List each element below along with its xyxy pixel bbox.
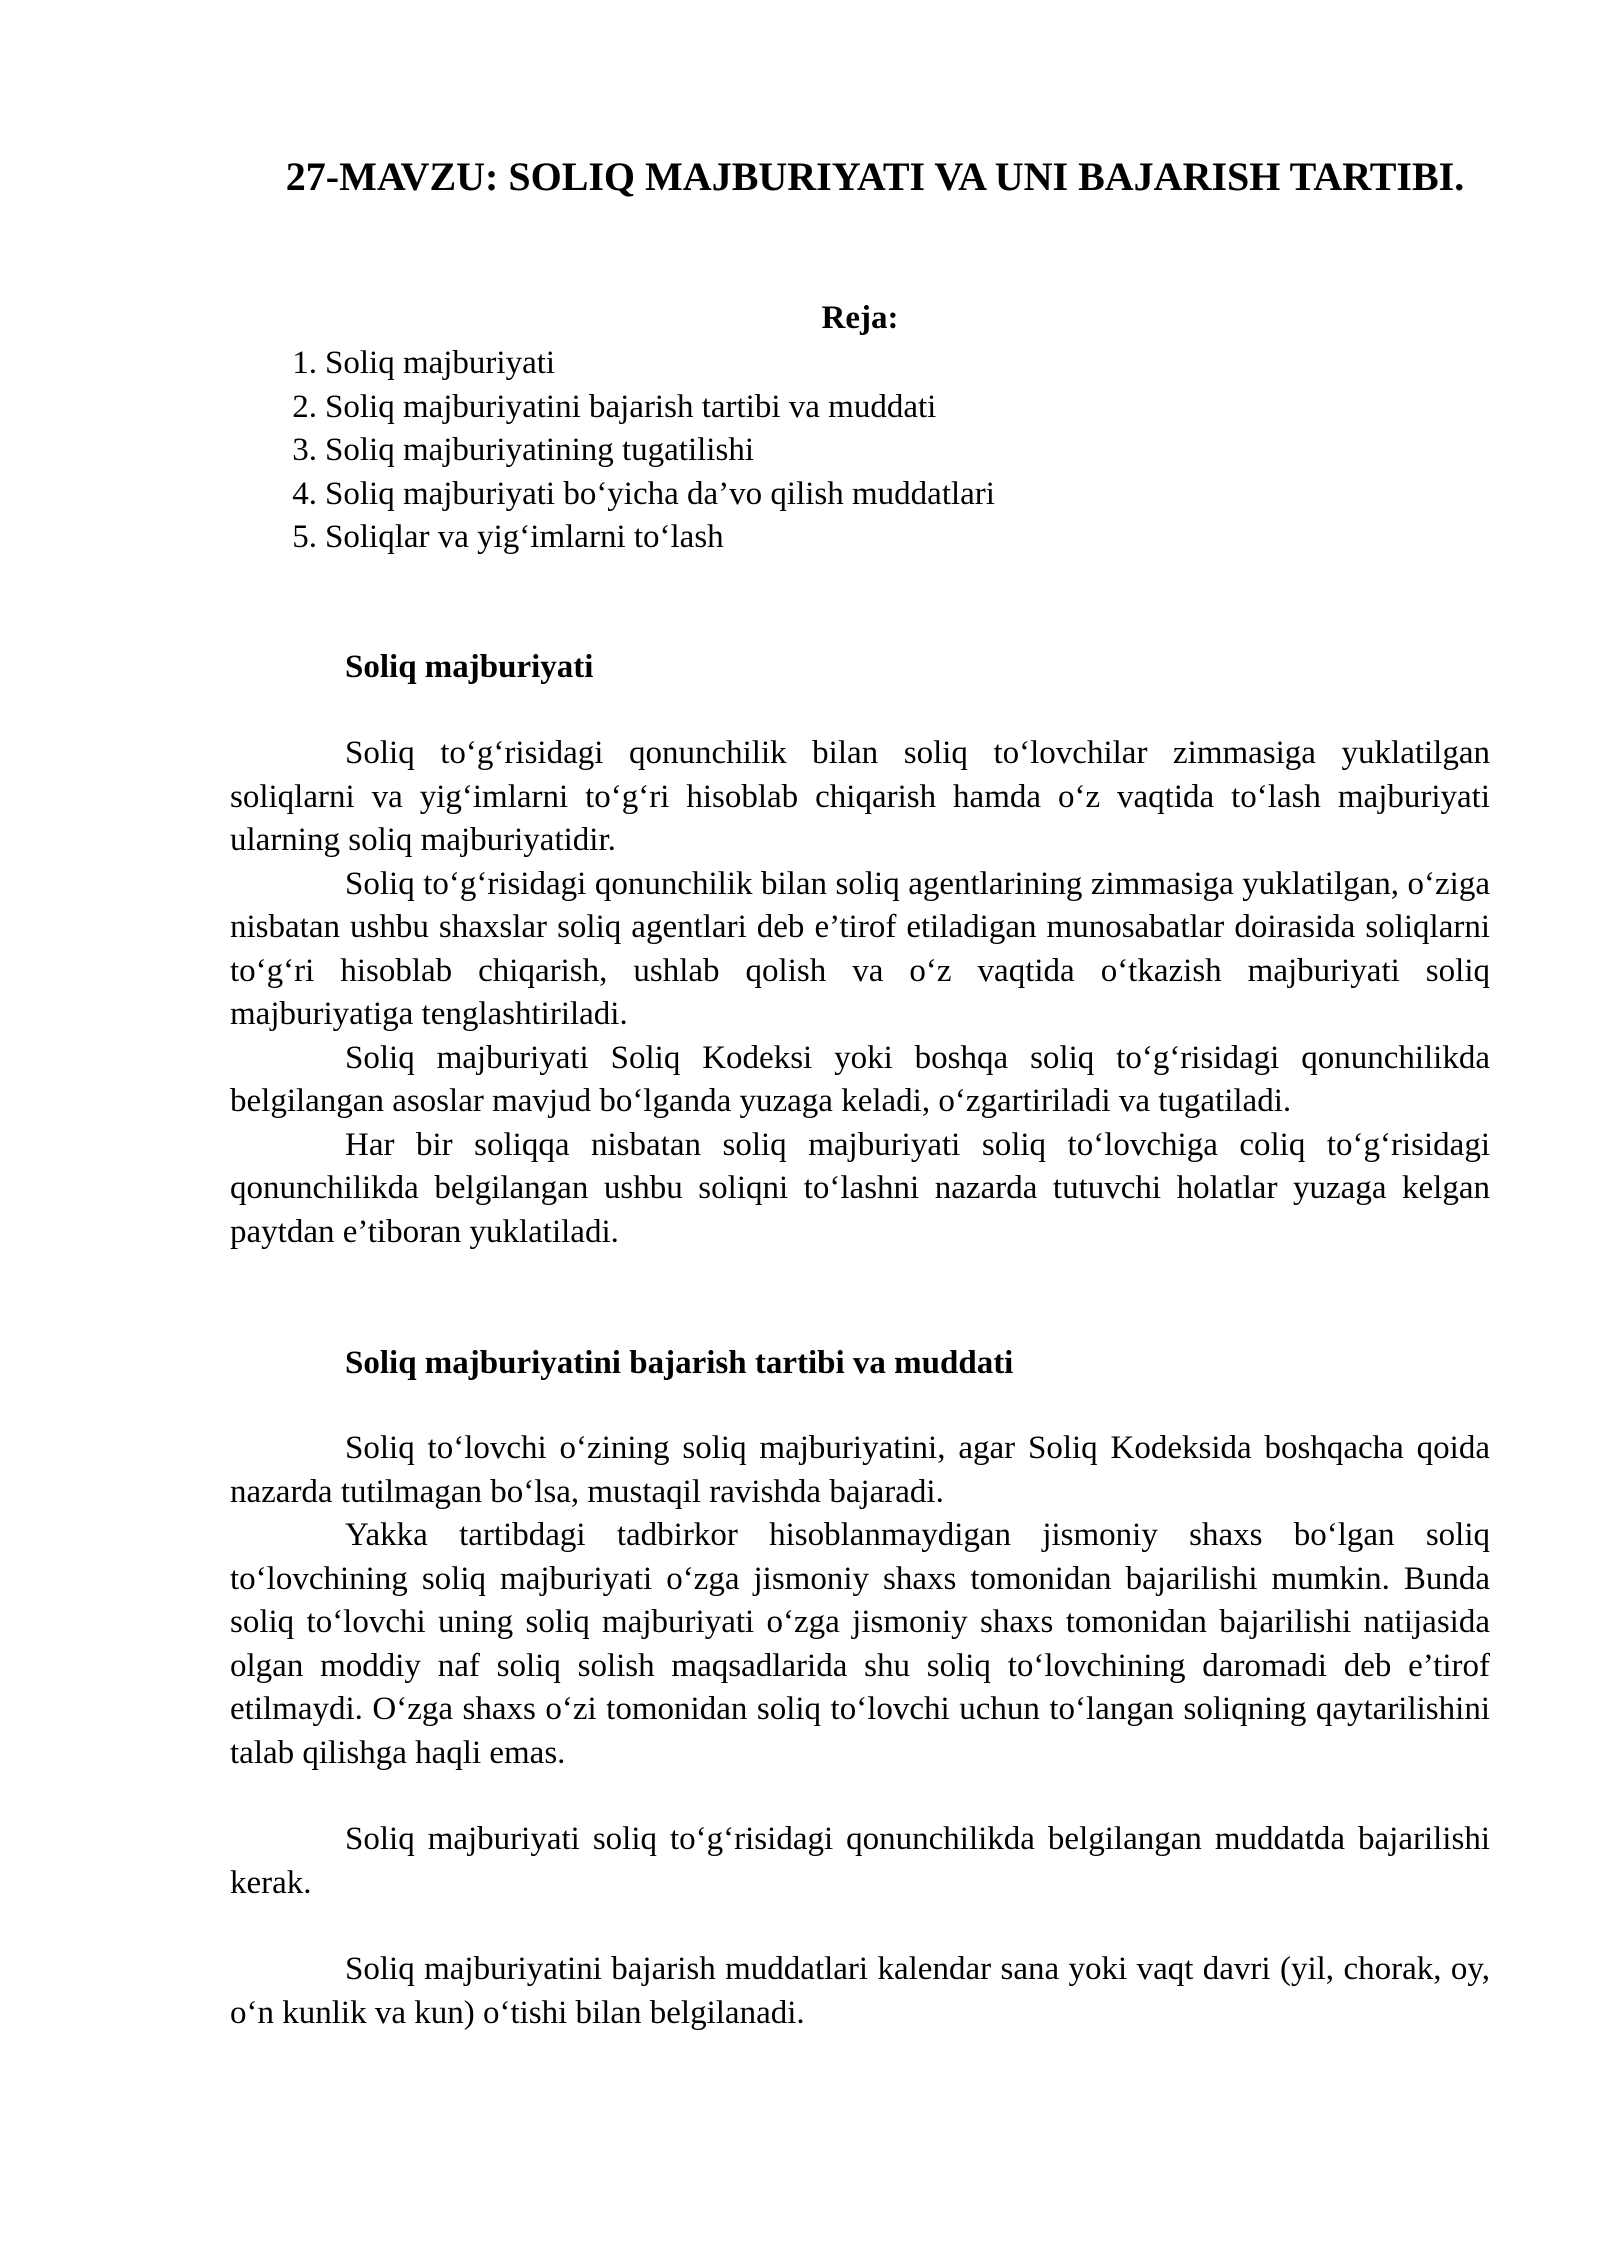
- plan-item-number: 4.: [292, 475, 317, 512]
- plan-item: [292, 342, 995, 386]
- plan-item-number: 1.: [292, 345, 317, 381]
- plan-item: [292, 429, 995, 473]
- section-heading-soliq-majburiyati: Soliq majburiyati: [345, 649, 594, 685]
- plan-item-text: Soliq majburiyatini bajarish tartibi va muddati: [325, 388, 937, 425]
- paragraph: Yakka tartibdagi tadbirkor hisoblanmaydigan jismoniy shaxs bo‘lgan soliq to‘lovchining soliq majburiyati o‘zga jismoniy shaxs tomonidan bajarilishi mumkin. Bunda soliq to‘lovchi uning soliq majburiyati o‘zga jismoniy shaxs tomonidan bajarilishi natijasida olgan moddiy naf soliq solish maqsadlarida shu soliq to‘lovchining daromadi deb e’tirof etilmaydi. O‘zga shaxs o‘zi tomonidan soliq to‘lovchi uchun to‘langan soliqning qaytarilishini talab qilishga haqli emas.: [230, 1517, 1490, 1771]
- plan-item-number: 5.: [292, 519, 317, 555]
- plan-item: [292, 386, 995, 430]
- section-heading-bajarish-tartibi: Soliq majburiyatini bajarish tartibi va muddati: [345, 1345, 1014, 1381]
- plan-item-text: Soliq majburiyatining tugatilishi: [325, 432, 754, 468]
- paragraph: Soliq majburiyati soliq to‘g‘risidagi qonunchilikda belgilangan muddatda bajarilishi kerak.: [230, 1821, 1490, 1901]
- section-body-bajarish-tartibi: [230, 1427, 1490, 1775]
- paragraph: Soliq to‘g‘risidagi qonunchilik bilan soliq to‘lovchilar zimmasiga yuklatilgan soliqlarni va yig‘imlarni to‘g‘ri hisoblab chiqarish hamda o‘z vaqtida to‘lash majburiyati ularning soliq majburiyatidir.: [230, 735, 1490, 858]
- paragraph: Soliq majburiyati Soliq Kodeksi yoki boshqa soliq to‘g‘risidagi qonunchilikda belgilangan asoslar mavjud bo‘lganda yuzaga keladi, o‘zgartiriladi va tugatiladi.: [230, 1039, 1490, 1119]
- plan-item-text: Soliqlar va yig‘imlarni to‘lash: [325, 519, 724, 555]
- plan-item: [292, 516, 995, 560]
- plan-list: [292, 342, 995, 560]
- paragraph: Soliq to‘lovchi o‘zining soliq majburiyatini, agar Soliq Kodeksida boshqacha qoida nazarda tutilmagan bo‘lsa, mustaqil ravishda bajaradi.: [230, 1430, 1490, 1510]
- section-body-soliq-majburiyati: [230, 732, 1490, 1254]
- plan-item-text: Soliq majburiyati: [325, 345, 556, 381]
- document-title: 27-MAVZU: SOLIQ MAJBURIYATI VA UNI BAJARISH TARTIBI.: [285, 154, 1465, 199]
- paragraph: Soliq to‘g‘risidagi qonunchilik bilan soliq agentlarining zimmasiga yuklatilgan, o‘ziga nisbatan ushbu shaxslar soliq agentlari deb e’tirof etiladigan munosabatlar doirasida soliqlarni to‘g‘ri hisoblab chiqarish, ushlab qolish va o‘z vaqtida o‘tkazish majburiyati soliq majburiyatiga tenglashtiriladi.: [230, 865, 1490, 1032]
- paragraph: Soliq majburiyatini bajarish muddatlari kalendar sana yoki vaqt davri (yil, chorak, oy, o‘n kunlik va kun) o‘tishi bilan belgilanadi.: [230, 1951, 1490, 2031]
- plan-item: [292, 473, 995, 517]
- plan-item-number: 3.: [292, 432, 317, 468]
- plan-heading: Reja:: [821, 300, 899, 336]
- section-body-bajarish-tartibi-cont: [230, 1948, 1490, 2035]
- plan-item-text: Soliq majburiyati bo‘yicha da’vo qilish muddatlari: [325, 475, 995, 512]
- plan-item-number: 2.: [292, 388, 317, 425]
- section-body-bajarish-tartibi-cont: [230, 1818, 1490, 1905]
- paragraph: Har bir soliqqa nisbatan soliq majburiyati soliq to‘lovchiga coliq to‘g‘risidagi qonunchilikda belgilangan ushbu soliqni to‘lashni nazarda tutuvchi holatlar yuzaga kelgan paytdan e’tiboran yuklatiladi.: [230, 1126, 1490, 1250]
